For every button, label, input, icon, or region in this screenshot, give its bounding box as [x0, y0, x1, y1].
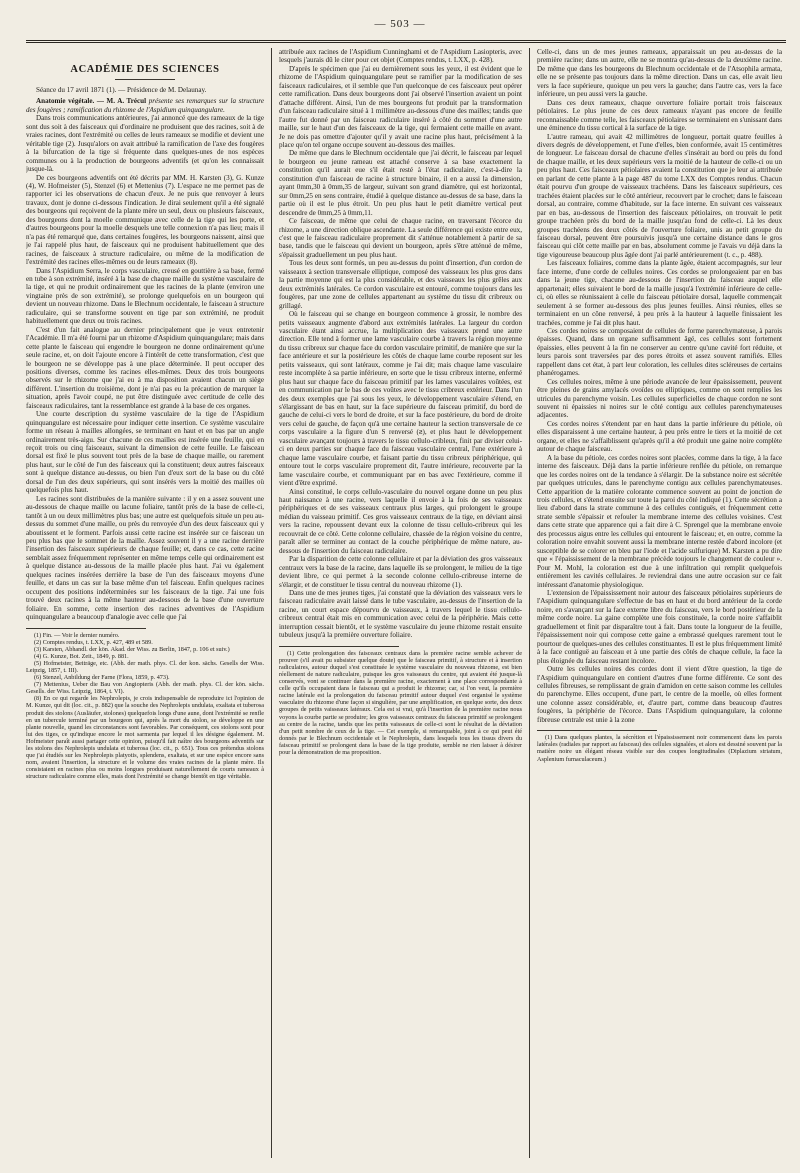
- footnote-rule: [279, 646, 399, 647]
- paragraph: D'après le spécimen que j'ai eu dernièrement sous les yeux, il est évident que le rhizome de l'Aspidium quinquangulare peut se ramifier par la modification de ses faisceaux radiculaires, et il semble que l'un quelconque de ces faisceaux peut opérer cette ramification. Dans deux bourgeons dont j'ai observé l'insertion avaient un point d'attache différent. Ainsi, l'un de mes bourgeons fut produit par la transformation d'un faisceau radiculaire situé à 1 millimètre au-dessous d'une des mailles; tandis que l'autre fut donné par un faisceau radiculaire inséré à côté du sommet d'une autre maille, sur le haut d'un des faisceaux de la tige, qui fermaient cette maille en avant. Je ne dois pas omettre d'ajouter qu'il y avait une racine plus haut, précisément à la place qu'on tel organe occupe souvent au-dessous des mailles.: [279, 64, 522, 149]
- paragraph: Celle-ci, dans un de mes jeunes rameaux, apparaissait un peu au-dessus de la première racine; dans un autre, elle ne se montra qu'au-dessus de la deuxième racine. De même que dans les bourgeons du Blechnum occidentale et de l'Atsophila armata, elle ne se présente pas toujours dans la même direction. Dans un cas, elle avait lieu vers la face supérieure, quoique un peu vers la gauche; dans l'autre cas, vers la face inférieure, un peu aussi vers la gauche.: [537, 48, 782, 99]
- paragraph: A la base du pétiole, ces cordes noires sont placées, comme dans la tige, à la face interne des faisceaux. Déjà dans la partie inférieure renflée du pétiole, on remarque que les cordes noires ont de la tendance à s'élargir. De la substance noire est sécrétée par quelques utricules, dans le parenchyme contigu aux cellules parenchymateuses. Cette apparition de la matière colorante commence souvent au point de jonction de trois cellules, et s'étend ensuite sur toute la paroi du côté indiqué (1). Cette sécrétion a lieu d'abord dans la strate commune à des cellules contiguës, et fréquemment cette strate semble s'épaissir et refouler la membrane interne des cellules voisines. C'est dans cette strate que apparence qui a fait dire à C. Sprengel que la membrane envoie des processus aigus entre les cellules qui entourent le faisceau; et, en outre, comme la coloration noire envahit souvent aussi la membrane interne restée d'abord incolore (et susceptible de se colorer en bleu par l'iode et l'acide sulfurique) M. Karsten a pu dire que « l'épaississement de la membrane précède toujours le changement de couleur ». Pour M. Mohl, la coloration est due à une infiltration qui remplit quelquefois entièrement les cavités cellulaires. Je reviendrai dans une autre occasion sur ce fait intéressant d'anatomie physiologique.: [537, 453, 782, 589]
- footnote: (1) Cette prolongation des faisceaux centraux dans la première racine semble achever de prouver (s'il avait pu subsister quelque doute) que le faisceau primitif, à structure et à insertion radiculaires, autour duquel s'est constituée le système vasculaire du nouveau rhizome, est bien réellement de nature radiculaire, puisque les gros vaisseaux du centre, qui avaient été jusque-là conservés, vont se continuer dans la première racine, exactement à une place correspondante à celle qu'ils occupaient dans le faisceau qui a produit le rhizome; car, si l'on veut, la première racine latérale est la prolongation du faisceau primitif autour duquel s'est organisé le système vasculaire du rhizome d'une façon si singulière, par une amplification, en quelque sorte, des deux groupes de petits vaisseaux latéraux. Cela est si vrai, qu'à l'insertion de la première racine nous voyons la courbe partie se produire; les gros vaisseaux centraux du faisceau primitif se prolongent au centre de la racine, tandis que les petits vaisseaux de celle-ci sont le résultat de la déviation d'un petit nombre de ceux de la tige. — Cet exemple, si remarquable, joint à ce qui peut été donnés par le Blechnum occidentale et le Nephrolepis, dans lesquels tous les tissus divers du faisceau primitif se prolongent dans la base de la tige produite, semble ne rien laisser à désirer pour la démonstration de ma proposition.: [279, 649, 522, 757]
- column-separator: [271, 48, 272, 1158]
- paragraph: Ces cordes noires s'étendent par en haut dans la partie inférieure du pétiole, où elles disparaissent à une certaine hauteur, à peu près entre le tiers et la moitié de cet organe, et elles ne s'affaiblissent qu'après qu'il a été produit une gaine noire complète autour de chaque faisceau.: [537, 419, 782, 454]
- paragraph: Ces cordes noires se composaient de cellules de forme parenchymateuse, à parois épaisses. Quand, dans un organe suffisamment âgé, ces cellules sont fortement épaissies, elles peuvent à la fin ne conserver au centre qu'une cavité fort réduite, et leurs parois sont traversées par des pores étroits et assez souvent ramifiés. Elles rappellent dans cet état, à part leur coloration, les cellules dites scléreuses de certains phanérogames.: [537, 326, 782, 378]
- footnotes: [26, 632, 264, 781]
- footnote: (6) Stenzel, Anbildung der Farne (Flora, 1859, p. 473).: [34, 674, 170, 682]
- paragraph: Ainsi constitué, le corps cellulo-vasculaire du nouvel organe donne un peu plus haut naissance à une racine, vers laquelle il envoie à la fois de ses vaisseaux périphériques et de ses vaisseaux centraux plus larges, qui prolongent le groupe médian du vaisseau primitif. Ces gros vaisseaux centraux de la tige, en déviant ainsi vers la racine, repoussent devant eux la colonne de tissu cellulo-cribreux qui les recouvrait de ce côté. Cette colonne cellulaire, chassée de la région voisine du centre, paraît aller se terminer au contact de la couche périphérique de même nature, au-dessous de l'insertion du faisceau radiculaire.: [279, 487, 522, 555]
- paragraph: Où le faisceau qui se change en bourgeon commence à grossir, le nombre des petits vaisseaux augmente d'abord aux extrémités latérales. La largeur du cordon vasculaire étant ainsi accrue, la multiplication des vaisseaux prend une autre direction. Elle tend à former une lame vasculaire courbe à travers la région moyenne du tissu cribreux sur chaque face du cordon vasculaire primitif, de manière que sur la face antérieure et sur la postérieure les côtés de chaque lame courbe reposent sur les petits vaisseaux, qui sont latéraux, comme je l'ai dit; mais chaque lame vasculaire reste incomplète à sa partie inférieure, en sorte que le tissu cribreux interne, enfermé plus haut sur chaque face du faisceau primitif par les lames vasculaires voûtées, est en communication par le bas de ces voûtes avec le tissu cribreux extérieur. Dans l'un des deux exemples que j'ai sous les yeux, le développement vasculaire s'étend, en s'élargissant de bas en haut, sur la face supérieure du faisceau primitif, du bord de gauche de celui-ci vers le bord de droite, et sur la face postérieure, du bord de droite vers celui de gauche, de façon qu'à une certaine hauteur la section transversale de ce corps vasculaire a la figure d'un S renversé (ꙅ), et plus haut le développement vasculaire avançant toujours à travers le tissu cellulo-cribleux, finit par diviser celui-ci en deux parties sur chaque face du faisceau vasculaire central, l'une extérieure à chaque lame vasculaire courbe, et faisant partie du tissu cribreux périphérique, qui entoure tout le corps vasculaire proprement dit, l'autre intérieure, recouverte par la lame vasculaire courbe, et communiquant par en bas avec l'extérieure, comme il vient d'être exprimé.: [279, 310, 522, 488]
- paragraph: De ces bourgeons adventifs ont été décrits par MM. H. Karsten (3), G. Kunze (4), W. Hofmeister (5), Stenzel (6) et Mettenius (7). L'espace ne me permet pas de rapporter ici les observations de chacun d'eux. Je ne puis que renvoyer à leurs travaux, dont je donne ci-dessous l'indication. Je dirai seulement qu'il a été signalé des bourgeons qui reçoivent de la plante mère un seul, deux ou plusieurs faisceaux, des bourgeons dont la moelle communique avec celle de la tige qui les porte, et d'autres bourgeons pour la moelle desquels une telle connexion n'a pas lieu; mais il n'a pas été remarqué que, dans certaines fougères, les bourgeons naissent, ainsi que je l'ai rappelé plus haut, de faisceaux qui ne produisent habituellement que des racines, de faisceaux à structure radiculaire, ou même de la modification de l'extrémité des racines elles-mêmes ou de leurs rameaux (8).: [26, 173, 264, 267]
- header-rule: [26, 40, 786, 43]
- paragraph: Dans ces deux rameaux, chaque ouverture foliaire portait trois faisceaux pétiolaires. Le plus jeune de ces deux rameaux n'ayant pas encore de feuille reconnaissable comme telle, les faisceaux pétiolaires se terminaient en s'unissant dans une éminence du tissu cortical à la surface de la tige.: [537, 98, 782, 133]
- footnotes: [279, 650, 522, 756]
- section-title: Anatomie végétale. — M. A. Trécul: [36, 97, 147, 106]
- paragraph: Les faisceaux foliaires, comme dans la plante âgée, étaient accompagnés, sur leur face interne, d'une corde de cellules noires. Ces cordes se prolongeaient par en bas dans la jeune tige, chacune au-dessous de l'insertion du faisceau auquel elle appartenait; elles suivaient le bord de la maille jusqu'à l'extrémité inférieure de celle-ci, où elles se réunissaient à celle du faisceau pétiolaire dorsal, laquelle commençait seulement à se former au-dessous des plus jeunes feuilles. Ainsi réunies, elles se terminaient en un cône renversé, à peu près à la hauteur à laquelle finissaient les trachées, comme je l'ai dit plus haut.: [537, 259, 782, 327]
- footnote: (5) Hofmeister, Beiträge, etc. (Abh. der math. phys. Cl. der kon. sächs. Gesells der Wiss. Leipzig, 1857, t. III).: [26, 659, 264, 675]
- footnote-rule: [26, 628, 146, 629]
- footnote: (3) Karsten, Abhandl. der kön. Akad. der Wiss. zu Berlin, 1847, p. 106 et suiv.): [34, 645, 230, 653]
- paragraph: Dans trois communications antérieures, j'ai annoncé que des rameaux de la tige sont dus soit à des faisceaux qui d'ordinaire ne produisent que des racines, soit à de vraies racines, dont l'extrémité ou celles de leurs rameaux se modifie et devient une véritable tige (2). Jusqu'alors on avait attribué la ramification de l'axe des fougères à la bifurcation de la tige si fréquente dans quelques-unes de nos espèces communes ou à la production de bourgeons adventifs (et qu'on les connaissait jusque-là.: [26, 114, 264, 174]
- section-intro: présente ses remarques sur la structure des fougères ; ramification du rhizome de l'Aspidium quinquangulare.: [26, 97, 264, 114]
- section-intro-paragraph: [26, 97, 264, 114]
- heading-rule: [115, 79, 175, 80]
- column-middle: [279, 48, 522, 1160]
- footnotes: [537, 734, 782, 762]
- paragraph: Une courte description du système vasculaire de la tige de l'Aspidium quinquangulare est nécessaire pour indiquer cette insertion. Ce système vasculaire forme un réseau à mailles allongées, se terminant en haut et en bas par un angle ordinairement très-aigu. Sur chacune de ces mailles est insérée une feuille, qui en reçoit trois ou cinq faisceaux, suivant la dimension de cette feuille. Le faisceau dorsal est fixé le plus souvent tout près de la base de chaque maille, ou rarement plus haut, sur le côté de l'un des faisceaux qui la constituent; deux autres faisceaux sont à quelque distance au-dessus, ou bien l'un d'eux sort de la base ou du côté dorsal de l'un des deux supérieurs, qui sont insérés vers la moitié des mailles où quelquefois plus haut.: [26, 410, 264, 495]
- footnote: (7) Mettenius, Ueber die Bau von Angiopteris (Abh. der math. phys. Cl. der kön. sächs. Gesells. der Wiss. Leipzig, 1864, t. VI).: [26, 681, 264, 696]
- page-number: — 503 —: [374, 18, 426, 30]
- footnote: (1) Dans quelques plantes, la sécrétion et l'épaississement noir commencent dans les parois latérales (radiales par rapport au faisceau) des cellules signalées, et alors est dessiné souvent par la matière noire un élégant réseau visible sur des coupes longitudinales (Diplazium striatum, Asplenium furnaculaceum.): [537, 734, 782, 763]
- paragraph: Tous les deux sont formés, un peu au-dessus du point d'insertion, d'un cordon de vaisseaux à section transversale elliptique, composé des vaisseaux les plus gros dans la partie moyenne qui est la plus considérable, et des vaisseaux les plus grêles aux deux extrémités latérales. Ce cordon vasculaire est entouré, comme toujours dans les fougères, par une zone de cellules appartenant au système du tissu dit cribreux ou grillagé.: [279, 259, 522, 310]
- paragraph: attribuée aux racines de l'Aspidium Cunninghami et de l'Aspidium Lasiopteris, avec lesquels j'aurais dû le citer pour cet objet (Comptes rendus, t. LXX, p. 428).: [279, 48, 522, 65]
- paragraph: Les racines sont distribuées de la manière suivante : il y en a assez souvent une au-dessous de chaque maille ou lacune foliaire, tantôt près de la base de celle-ci, tantôt à un ou deux millimètres plus bas; une autre est quelquefois située un peu au-dessus du sommet d'une maille, ou près du renvoyée d'un des deux faisceaux qui y aboutissent et le forment. Parfois aussi cette racine est insérée sur ce faisceau un peu plus bas que le sommet de la maille. Assez souvent il y a une racine derrière l'insertion des faisceaux supérieurs de chaque feuille; et, dans ce cas, cette racine semblait assez fréquemment représenter en même temps celle qui ordinairement est à quelque distance au-dessous de la maille placée plus haut. J'ai vu également quelques racines insérées derrière la base de l'un des faisceaux moyens d'une feuille, et dans un cas sur la base même d'un tel faisceau. Enfin quelques racines occupent des positions indéterminées sur les faisceaux de la tige. J'ai une fois trouvé deux racines à la même hauteur au-dessous de la base d'une ouverture foliaire. En somme, cette insertion des racines adventives de l'Aspidium quinquangulare a beaucoup d'analogie avec celle que j'ai: [26, 494, 264, 622]
- paragraph: Dans une de mes jeunes tiges, j'ai constaté que la déviation des vaisseaux vers le faisceau radiculaire avait laissé dans le tube vasculaire, au-dessus de l'insertion de la racine, un court espace dépourvu de vaisseaux, à travers lequel le tissu cellulo-cribreux central était mis en communication avec celui de la périphérie. Mais cette interruption cessait bientôt, et le système vasculaire du jeune rhizome restait ensuite tubuleux jusqu'à la première ouverture foliaire.: [279, 589, 522, 640]
- paragraph: Ce faisceau, de même que celui de chaque racine, en traversant l'écorce du rhizome, a une direction oblique ascendante. La seule différence qui existe entre eux, c'est que le faisceau radiculaire proprement dit s'atténue notablement à partir de sa base, tandis que le faisceau qui devient un bourgeon, après s'être atténué de même, s'épaissit graduellement un peu plus haut.: [279, 217, 522, 259]
- footnote: (1) Fin. — Voir le dernier numéro.: [34, 631, 120, 639]
- footnote-rule: [537, 730, 657, 731]
- paragraph: Ces cellules noires, même à une période avancée de leur épaississement, peuvent être pleines de grains amylacés ovoïdes ou elliptiques, comme on sont remplies les utricules du parenchyme voisin. Les cellules superficielles de chaque cordon ne sont souvent ni épaissies ni noires sur le côté contigu aux cellules parenchymateuses adjacentes.: [537, 377, 782, 420]
- paragraph: L'autre rameau, qui avait 42 millimètres de longueur, portait quatre feuilles à divers degrés de développement, et l'une d'elles, bien conformée, avait 15 centimètres de longueur. Le faisceau dorsal de chacune d'elles s'insérait au bord ou près du fond de chaque maille, et les deux supérieurs vers la moitié de la hauteur de celle-ci ou un peu plus haut. Ces faisceaux pétiolaires avaient la constitution que je leur ai attribuée en parlant de cette plante à la page 487 du tome LXX des Comptes rendus. Chacun était pourvu d'un groupe de vaisseaux trachéens. Dans les faisceaux supérieurs, ces trachées étaient placées sur le côté antérieur, recouvert par le crochet; dans le faisceau dorsal, au contraire, comme d'habitude, sur la face interne. En suivant ces vaisseaux par en bas, au-dessous de l'insertion des faisceaux pétiolaires, on trouvait le petit groupe trachéen près du bord de la maille jusqu'au fond de celle-ci. Là les deux groupes trachéens des deux côtés de l'ouverture foliaire, unis au petit groupe du faisceau dorsal, peuvent être poursuivis jusqu'à une certaine distance dans le gros faisceau qui clôt cette maille par en bas, absolument comme je l'avais vu déjà dans la tige vigoureuse beaucoup plus âgée dont j'ai parlé antérieurement (t. c., p. 488).: [537, 132, 782, 259]
- paragraph: Dans l'Aspidium Serra, le corps vasculaire, creusé en gouttière à sa base, fermé en tube à son extrémité, inséré à la base de chaque maille du système vasculaire de la tige, et qui ne produit ordinairement que les racines de la plante (environ une vingtaine près de son extrémité), se prolonge quelquefois en un bourgeon qui devient un nouveau rhizome. Dans le Blechnum occidentale, le faisceau à structure radiculaire, qui se transforme souvent en tige par son extrémité, ne produit habituellement que deux ou trois racines.: [26, 266, 264, 326]
- paragraph: Par la disparition de cette colonne cellulaire et par la déviation des gros vaisseaux centraux vers la base de la racine, dans laquelle ils se prolongent, le milieu de la tige devient libre, ce qui permet à la seconde colonne cellulo-cribreuse interne de s'élargir, et de constituer le tissu central du nouveau rhizome (1).: [279, 555, 522, 589]
- paragraph: C'est d'un fait analogue au dernier principalement que je veux entretenir l'Académie. Il m'a été fourni par un rhizome d'Aspidium quinquangulare; mais dans cette plante le faisceau qui engendre le bourgeon ne donne ordinairement qu'une seule racine, et, on doit l'ajoute encore à l'intérêt de cette transformation, c'est que le bourgeon ne se développe pas à une place déterminée. Il peut occuper des positions diverses, comme les racines elles-mêmes. Deux des trois bourgeons observés sur le rhizome que j'ai eu à ma disposition avaient chacun un siège différent. L'insertion du troisième, dont je n'ai pas eu la précaution de marquer la situation, après l'avoir coupé, ne put être distinguée avec certitude de celle des faisceaux radiculaires, tant la ressemblance est grande à la base de ces organes.: [26, 325, 264, 410]
- section-heading: ACADÉMIE DES SCIENCES: [70, 64, 220, 75]
- column-separator: [529, 48, 530, 1158]
- footnote: (8) En ce qui regarde les Nephrolepis, je crois indispensable de reproduire ici l'opinion de M. Kunze, qui dit (loc. cit., p. 882) que la souche des Nephrolepis undulata, exaltata et tuberosa produit des stolons (Ausläufer, stolones) quelquefois longs d'une aune, dont l'extrémité se renfle en un tubercule terminé par un bourgeon qui, après la mort du stolon, se développe en une plante nouvelle, quand les circonstances sont favorables. Par conséquent, ces stolons sont pour lui des tiges, ce qu'indique encore le mot sarmenta par lequel il les désigne également. M. Hofmeister paraît aussi partager cette opinion, puisqu'il fait naître des bourgeons adventifs sur les stolons des Nephrolepis undulata et tuberosa (loc. cit., p. 651). Tous ces prétendus stolons que j'ai étudiés sur les Nephrolepis platyotis, splendens, exaltata, et sur une espèce encore sans nom, avaient l'insertion, la structure et le volume des vraies racines de la plante mère. Ils consistaient en racines plus ou moins longues produisant naturellement de courts rameaux à structure radiculaire comme elles, mais dont l'extrémité se change bientôt en tige véritable.: [26, 695, 264, 781]
- paragraph: De même que dans le Blechnum occidentale que j'ai décrit, le faisceau par lequel le bourgeon eu jeune rameau est attaché conserve à sa base exactement la constitution qu'il aurait eue s'il était resté à l'état radiculaire, c'est-à-dire la constitution d'un faisceau de racine à structure binaire, il en a aussi la dimension, ayant 0mm,30 à 0mm,35 de largeur, suivant son grand diamètre, qui est horizontal, sur 0mm,25 en sens contraire, étudié à quelque distance au-dessus de sa base, dans la partie où il est le plus étroit. Un peu plus haut le petit diamètre vertical peut descendre de 0mm,25 à 0mm,11.: [279, 149, 522, 217]
- footnote: (2) Comptes rendus, t. LXX, p. 427, 489 et 589.: [34, 638, 153, 646]
- column-right: [537, 48, 782, 1160]
- column-left: [26, 48, 264, 1160]
- paragraph: Outre les cellules noires des cordes dont il vient d'être question, la tige de l'Aspidium quinquangulare en contient d'autres d'une forme différente. Ce sont des cellules fibreuses, se remplissant de grain d'amidon en cette saison comme les cellules du parenchyme. Elles occupent, d'une part, le centre de la moelle, où elles forment une colonne assez considérable, et, d'autre part, comme dans beaucoup d'autres fougères, la périphérie de l'écorce. Dans l'Aspidium quinquangulare, la colonne fibreuse centrale est unie à la zone: [537, 665, 782, 724]
- paragraph: L'extension de l'épaississement noir autour des faisceaux pétiolaires supérieurs de l'Aspidium quinquangulare s'effectue de bas en haut et du bord antérieur de la corde noire, en s'avançant sur la face externe libre du faisceau, vers le bord postérieur de la même corde noire. La gaine complète une fois constituée, la corde noire s'affaiblit graduellement et finit par disparaître tout à fait. Dans toute la longueur de la feuille, l'épaississement noir qui compose cette gaine a embrassé quelques rarement tout le pourtour de quelques-unes des cellules constituantes. Il est le plus fréquemment limité à la face contiguë au faisceau et à une partie des côtés de chaque cellule, la face la plus éloignée du faisceau restant incolore.: [537, 589, 782, 665]
- session-line: Séance du 17 avril 1871 (1). — Présidence de M. Delaunay.: [36, 86, 207, 94]
- footnote: (4) G. Kunze, Bot. Zeit., 1849, p. 881.: [34, 652, 129, 660]
